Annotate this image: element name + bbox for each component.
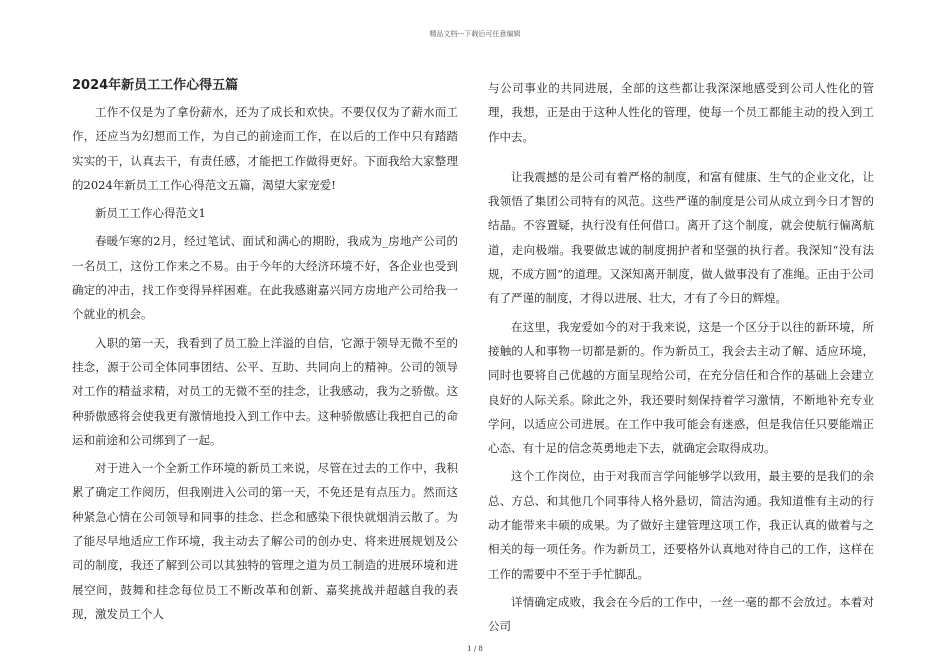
paragraph: 让我震撼的是公司有着严格的制度，和富有健康、生气的企业文化，让我领悟了集团公司特有的风范。这些严谨的制度是公司从成立到今日才智的结晶。不容置疑，执行没有任何借口。离开了这个制度，就会使航行偏离航道，走向极端。我要做忠诚的制度拥护者和坚强的执行者。我深知“没有法规，不成方圆”的道理。又深知离开制度，做人做事没有了准绳。正由于公司有了严谨的制度，才得以进展、壮大，才有了今日的辉煌。: [488, 169, 874, 306]
right-column: [488, 76, 874, 643]
paragraph: 详情确定成败，我会在今后的工作中，一丝一毫的都不会放过。本着对公司: [488, 594, 874, 634]
spacer: [488, 153, 874, 165]
page-header: 精品文档---下载后可任意编辑: [429, 30, 521, 38]
section-subtitle: 新员工工作心得范文1: [95, 206, 206, 221]
paragraph: 这个工作岗位，由于对我而言学问能够学以致用，最主要的是我们的余总、方总、和其他几个同事待人格外悬切，简洁沟通。我知道惟有主动的行动才能带来丰硕的成果。为了做好主建管理这项工作，我正认真的做着与之相关的每一项任务。作为新员工，还要格外认真地对待自己的工作，这样在工作的需要中不至于手忙脚乱。: [488, 469, 874, 581]
paragraph: 入职的第一天，我看到了员工脸上洋溢的自信，它源于领导无微不至的挂念，源于公司全体同事团结、公平、互助、共同向上的精神。公司的领导对工作的精益求精，对员工的无微不至的挂念，让我感动，我为之骄傲。这种骄傲感将会使我更有激情地投入到工作中去。这种骄傲感让我把自己的命运和前途和公司绑到了一起。: [72, 335, 458, 447]
left-column: [72, 74, 458, 630]
paragraph: 在这里，我宠爱如今的对于我来说，这是一个区分于以往的新环境，所接触的人和事物一切都是新的。作为新员工，我会去主动了解、适应环境，同时也要将自己优越的方面呈现给公司，在充分信任和合作的基础上会建立良好的人际关系。除此之外，我还要时刻保持着学习激情，不断地补充专业学问，以适应公司进展。在工作中我可能会有迷惑，但是我信任只要能端正心态、有十足的信念英勇地走下去，就确定会取得成功。: [488, 319, 874, 456]
paragraph: 对于进入一个全新工作环境的新员工来说，尽管在过去的工作中，我积累了确定工作阅历，但我刚进入公司的第一天，不免还是有点压力。然而这种紧急心情在公司领导和同事的挂念、拦念和感染下很快就烟消云散了。为了能尽早地适应工作环境，我主动去了解公司的创办史、将来进展规划及公司的制度，我还了解到公司以其独特的管理之道为员工制造的进展环境和进展空间，鼓舞和挂念每位员工不断改革和创新、嘉奖挑战并超越自我的表现，激发员工个人: [72, 461, 458, 621]
page-number: 1 / 8: [467, 645, 483, 653]
paragraph: 春暖乍寒的2月，经过笔试、面试和满心的期盼，我成为_房地产公司的一名员工，这份工作来之不易。由于今年的大经济环境不好，各企业也受到确定的冲击，找工作变得异样困难。在此我感谢嘉兴同方房地产公司给我一个就业的机会。: [72, 234, 458, 322]
paragraph: 与公司事业的共同进展，全部的这些都让我深深地感受到公司人性化的管理，我想，正是由于这种人性化的管理，使每一个员工都能主动的投入到工作中去。: [488, 81, 874, 144]
intro-paragraph: 工作不仅是为了拿份薪水，还为了成长和欢快。不要仅仅为了薪水而工作，还应当为幻想而工作，为自己的前途而工作，在以后的工作中只有踏踏实实的干，认真去干，有责任感，才能把工作做得更好。下面我给大家整理的2024年新员工工作心得范文五篇，渴望大家宠爱!: [72, 105, 458, 192]
document-title: 2024年新员工工作心得五篇: [72, 78, 239, 93]
